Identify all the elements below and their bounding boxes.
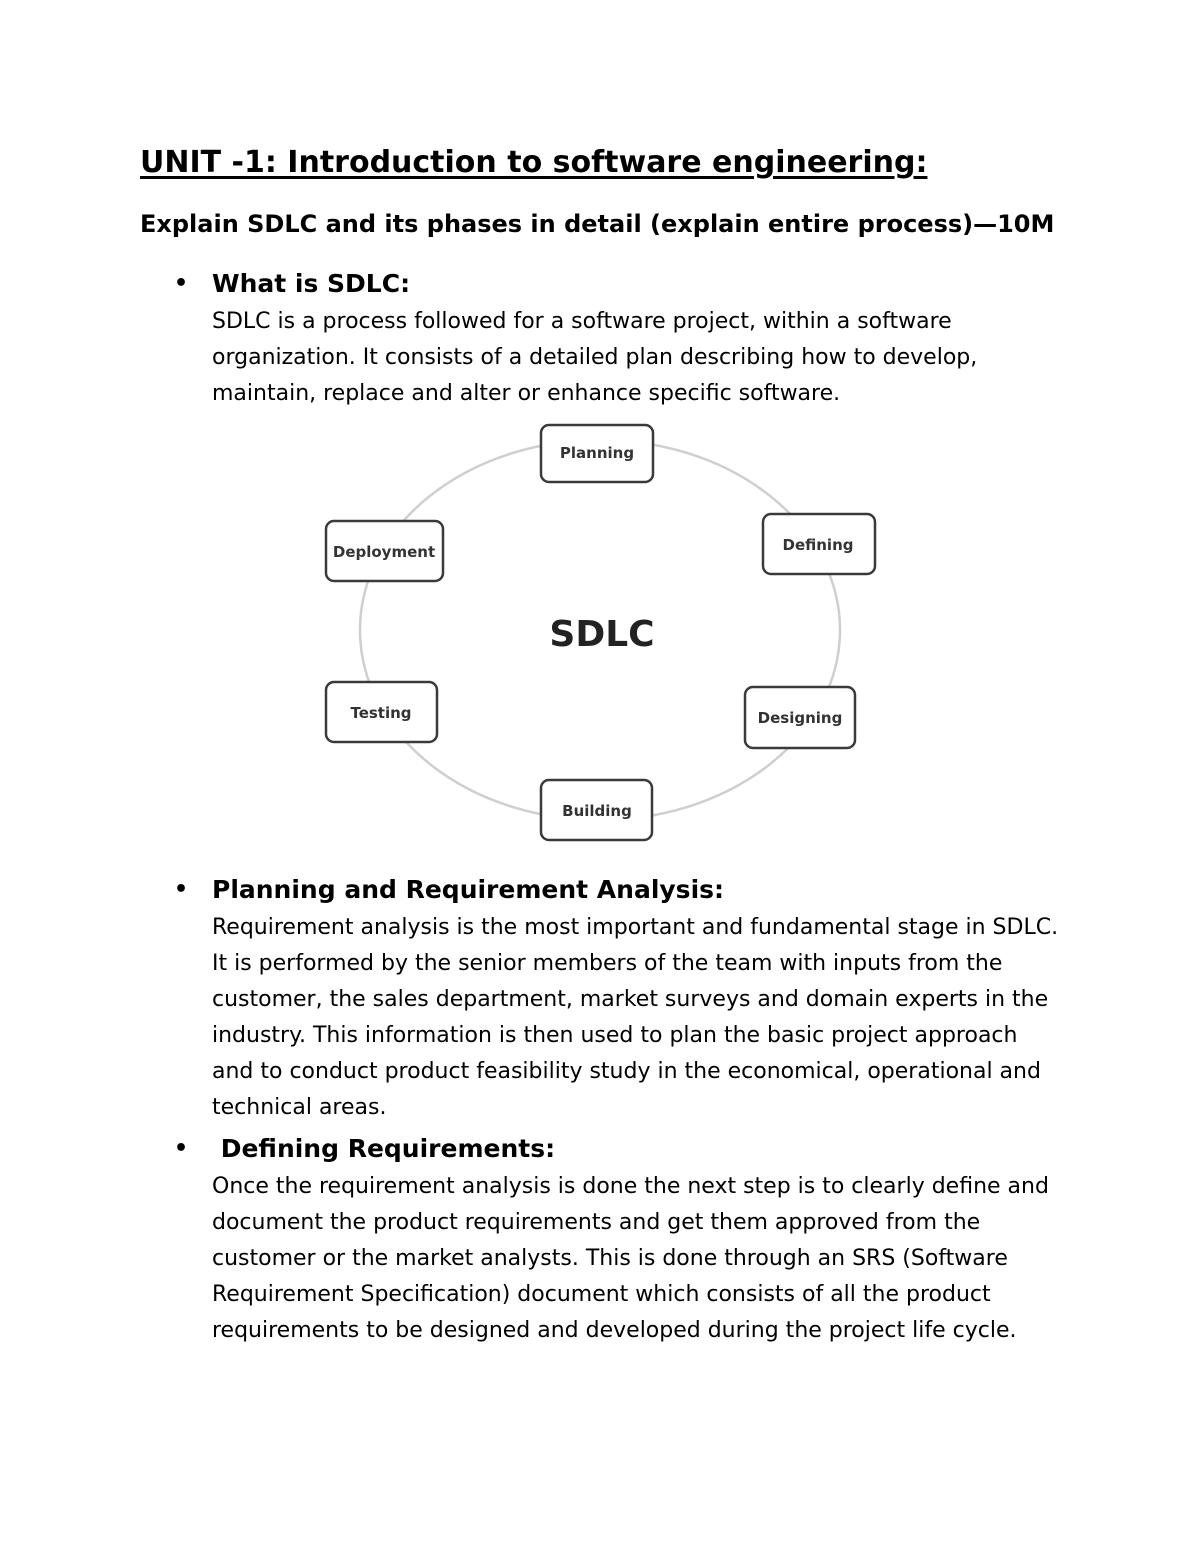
node-label: Planning bbox=[559, 444, 635, 462]
node-deployment bbox=[326, 521, 443, 581]
section-heading: What is SDLC: bbox=[212, 269, 411, 298]
node-label: Testing bbox=[350, 704, 412, 722]
paragraph-line: Requirement analysis is the most important and fundamental stage in SDLC. bbox=[212, 915, 1059, 940]
section-paragraph bbox=[212, 304, 1062, 412]
paragraph-line: customer, the sales department, market surveys and domain experts in the bbox=[212, 987, 1049, 1012]
node-label: Building bbox=[562, 802, 632, 820]
paragraph-line: organization. It consists of a detailed plan describing how to develop, bbox=[212, 345, 978, 370]
node-testing bbox=[326, 682, 437, 742]
node-defining bbox=[763, 514, 875, 574]
paragraph-line: requirements to be designed and developed during the project life cycle. bbox=[212, 1318, 1017, 1343]
paragraph-line: document the product requirements and get them approved from the bbox=[212, 1210, 981, 1235]
bullet-row bbox=[170, 264, 1070, 304]
node-planning bbox=[541, 425, 653, 482]
section-defining-requirements bbox=[170, 1129, 1070, 1349]
node-label: Defining bbox=[782, 536, 854, 554]
bullet-row bbox=[170, 870, 1070, 910]
paragraph-line: maintain, replace and alter or enhance specific software. bbox=[212, 381, 841, 406]
section-paragraph bbox=[212, 910, 1062, 1126]
bullet-icon: • bbox=[174, 1136, 189, 1161]
bullet-icon: • bbox=[174, 877, 189, 902]
section-planning-requirement-analysis bbox=[170, 870, 1070, 1126]
section-heading: Planning and Requirement Analysis: bbox=[212, 875, 725, 904]
section-heading: Defining Requirements: bbox=[212, 1134, 556, 1163]
paragraph-line: Requirement Specification) document which consists of all the product bbox=[212, 1282, 991, 1307]
paragraph-line: Once the requirement analysis is done the next step is to clearly define and bbox=[212, 1174, 1049, 1199]
diagram-center-label: SDLC bbox=[549, 614, 655, 655]
paragraph-line: SDLC is a process followed for a software project, within a software bbox=[212, 309, 952, 334]
section-what-is-sdlc bbox=[170, 264, 1070, 412]
paragraph-line: It is performed by the senior members of the team with inputs from the bbox=[212, 951, 1003, 976]
bullet-icon: • bbox=[174, 271, 189, 296]
paragraph-line: and to conduct product feasibility study in the economical, operational and bbox=[212, 1059, 1041, 1084]
sdlc-diagram-svg bbox=[310, 420, 880, 845]
paragraph-line: industry. This information is then used to plan the basic project approach bbox=[212, 1023, 1018, 1048]
question-heading: Explain SDLC and its phases in detail (explain entire process)—10M bbox=[140, 210, 1055, 238]
bullet-row bbox=[170, 1129, 1070, 1169]
node-designing bbox=[745, 687, 855, 748]
section-paragraph bbox=[212, 1169, 1062, 1349]
node-label: Deployment bbox=[332, 543, 436, 561]
paragraph-line: technical areas. bbox=[212, 1095, 387, 1120]
node-label: Designing bbox=[757, 709, 843, 727]
node-building bbox=[541, 780, 652, 840]
sdlc-cycle-diagram bbox=[310, 420, 880, 845]
paragraph-line: customer or the market analysts. This is done through an SRS (Software bbox=[212, 1246, 1008, 1271]
unit-title: UNIT -1: Introduction to software engineering: bbox=[140, 145, 928, 180]
